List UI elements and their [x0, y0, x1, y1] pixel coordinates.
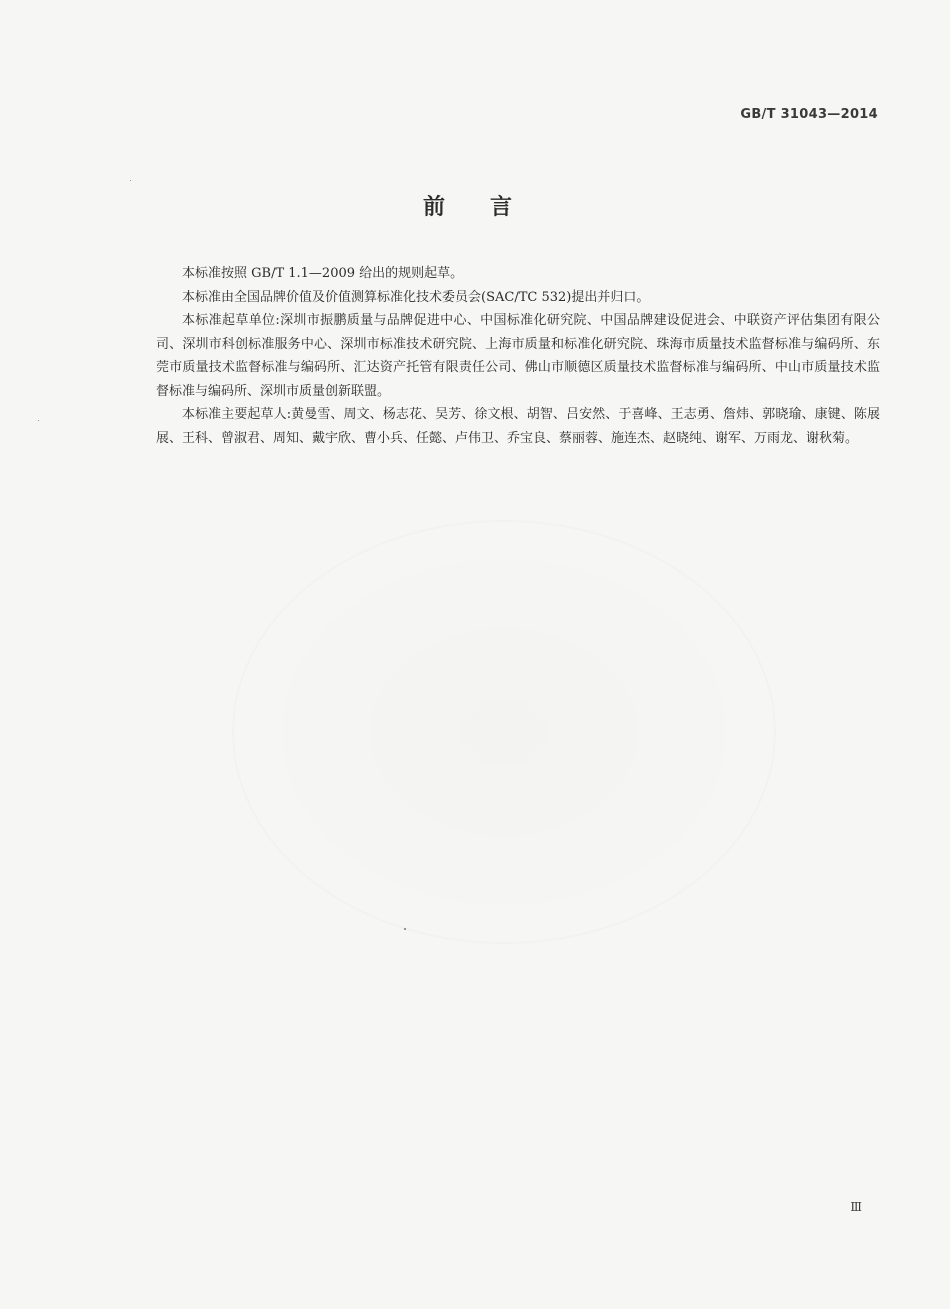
scan-speck	[130, 180, 131, 181]
paragraph-drafting-units: 本标准起草单位:深圳市振鹏质量与品牌促进中心、中国标准化研究院、中国品牌建设促进会、中联资产评估集团有限公司、深圳市科创标准服务中心、深圳市标准技术研究院、上海市质量和标准化研究院、珠海市质量技术监督标准与编码所、东莞市质量技术监督标准与编码所、汇达资产托管有限责任公司、佛山市顺德区质量技术监督标准与编码所、中山市质量技术监督标准与编码所、深圳市质量创新联盟。	[156, 313, 880, 399]
page-number: Ⅲ	[850, 1200, 862, 1214]
paragraph-drafters: 本标准主要起草人:黄曼雪、周文、杨志花、吴芳、徐文根、胡智、吕安然、于喜峰、王志勇、詹炜、郭晓瑜、康键、陈展展、王科、曾淑君、周知、戴宇欣、曹小兵、任懿、卢伟卫、乔宝良、蔡丽蓉、施连杰、赵晓纯、谢军、万雨龙、谢秋菊。	[156, 407, 880, 446]
scan-speck	[404, 928, 406, 930]
standard-number: GB/T 31043—2014	[740, 107, 878, 122]
watermark-seal	[232, 520, 776, 944]
paragraph-drafting-rules: 本标准按照 GB/T 1.1—2009 给出的规则起草。	[182, 266, 464, 281]
page-title: 前言	[422, 195, 557, 220]
paragraph-proposer: 本标准由全国品牌价值及价值测算标准化技术委员会(SAC/TC 532)提出并归口。	[182, 289, 650, 305]
scan-speck	[38, 420, 39, 421]
foreword-body	[156, 262, 880, 450]
